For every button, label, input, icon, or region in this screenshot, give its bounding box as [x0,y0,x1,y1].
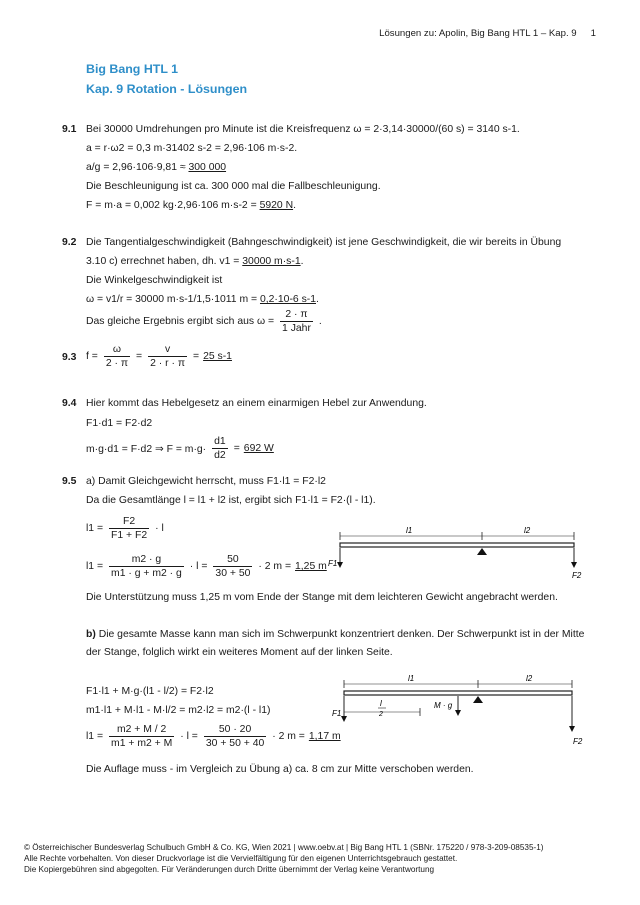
task-9-1-line-4: Die Beschleunigung ist ca. 300 000 mal die Fallbeschleunigung. [86,181,381,192]
diagram-a-F1: F1 [328,559,338,568]
page-header [379,28,596,39]
task-9-2-line-2: 3.10 c) errechnet haben, dh. v1 = 30000 m·s-1. [86,256,304,267]
task-9-1-line-1: Bei 30000 Umdrehungen pro Minute ist die Kreisfrequenz ω = 2·3,14·30000/(60 s) = 3140 s-1. [86,124,520,135]
task-9-5a-conclusion: Die Unterstützung muss 1,25 m vom Ende der Stange mit dem leichteren Gewicht angebracht werden. [86,592,558,603]
task-9-2-line-5: Das gleiche Ergebnis ergibt sich aus ω = $\frac{2 \cdot \pi}{\text{1 Jahr}}$ . [86,309,322,334]
task-9-5b-text: b) Die gesamte Masse kann man sich im Schwerpunkt konzentriert denken. Der Schwerpunkt ist in der Mitte der Stange, folglich wirkt ein weiteres Moment auf der linken Seite. [86,629,585,658]
task-9-3-result: 25 s-1 [203,351,232,362]
task-9-5a-line-2: Da die Gesamtlänge l = l1 + l2 ist, ergibt sich F1·l1 = F2·(l - l1). [86,495,376,506]
diagram-b-l1: l1 [408,674,415,683]
footer-line-3: Die Kopiergebühren sind abgegolten. Für Veränderungen durch Dritte übernimmt der Verlag keine Verantwortung [24,865,435,874]
task-9-1-result-ratio: 300 000 [188,162,227,173]
task-9-2-result-velocity: 30000 m·s-1 [242,256,301,267]
task-9-5b-eq-3: l1 = $\frac{m2 + M / 2}{m1 + m2 + M}$ · l = $\frac{50 \cdot 20}{30 + 50 + 40}$ · 2 m = 1,17 m [86,724,341,749]
diagram-a-pivot [477,548,487,555]
task-9-5a-eq-1: l1 = $\frac{F2}{F1 + F2}$ · l [86,516,164,541]
diagram-b-Mg: M · g [434,701,453,710]
header-text: Lösungen zu: Apolin, Big Bang HTL 1 – Kap. 9 [379,28,577,39]
book-title: Big Bang HTL 1 [86,62,179,76]
diagram-b-pivot [473,696,483,703]
task-9-5a-eq-2: l1 = $\frac{m2 \cdot g}{m1 \cdot g + m2 \cdot g}$ · l = $\frac{50}{30 + 50}$ · 2 m = 1,25 m [86,554,327,579]
task-9-5b-result: 1,17 m [308,731,341,742]
page-number: 1 [590,28,596,39]
task-9-2-line-4: ω = v1/r = 30000 m·s-1/1,5·1011 m = 0,2·10-6 s-1. [86,294,319,305]
lever-diagram-b [330,672,590,752]
diagram-a-F2: F2 [572,571,582,580]
task-9-2-line-3: Die Winkelgeschwindigkeit ist [86,275,223,286]
task-9-4-number: 9.4 [62,398,77,409]
task-9-1-number: 9.1 [62,124,77,135]
task-9-3-equation: f = $\frac{\omega}{2 \cdot \pi}$ = $\frac{v}{2 \cdot r \cdot \pi}$ = 25 s-1 [86,344,232,369]
diagram-b-F2: F2 [573,737,583,746]
chapter-title: Kap. 9 Rotation - Lösungen [86,82,248,96]
diagram-b-half: l [380,699,382,708]
lever-diagram-a [326,522,586,584]
task-9-4-line-1: Hier kommt das Hebelgesetz an einem einarmigen Hebel zur Anwendung. [86,398,427,409]
task-9-5a-line-1: a) Damit Gleichgewicht herrscht, muss F1·l1 = F2·l2 [86,476,326,487]
task-9-2-fraction: $\frac{2 \cdot \pi}{\text{1 Jahr}}$ [282,309,311,334]
task-9-1-result-force: 5920 N [259,200,294,211]
diagram-b-F1: F1 [332,709,342,718]
task-9-1-line-5: F = m·a = 0,002 kg·2,96·106 m·s-2 = 5920 N. [86,200,296,211]
task-9-5b-eq-1: F1·l1 + M·g·(l1 - l/2) = F2·l2 [86,686,214,697]
diagram-a-l1: l1 [406,526,413,535]
task-9-2-number: 9.2 [62,237,77,248]
task-9-3-number: 9.3 [62,352,77,363]
task-9-1-line-2: a = r·ω2 = 0,3 m·31402 s-2 = 2,96·106 m·s-2. [86,143,298,154]
task-9-2-line-1: Die Tangentialgeschwindigkeit (Bahngeschwindigkeit) ist jene Geschwindigkeit, die wir bereits in Übung [86,237,562,248]
task-9-5a-result: 1,25 m [295,561,327,572]
task-9-2-result-omega: 0,2·10-6 s-1 [259,294,317,305]
task-9-5b-conclusion: Die Auflage muss - im Vergleich zu Übung a) ca. 8 cm zur Mitte verschoben werden. [86,764,474,775]
task-9-4-line-2: F1·d1 = F2·d2 [86,418,153,429]
task-9-5-number: 9.5 [62,476,77,487]
diagram-b-l2: l2 [526,674,533,683]
task-9-5b-eq-2: m1·l1 + M·l1 - M·l/2 = m2·l2 = m2·(l - l1) [86,705,271,716]
footer-line-2: Alle Rechte vorbehalten. Von dieser Druckvorlage ist die Vervielfältigung für den eigenen Unterrichtsgebrauch gestattet. [24,854,458,863]
diagram-b-half-den: 2 [379,711,383,718]
task-9-1-line-3: a/g = 2,96·106·9,81 ≈ 300 000 [86,162,227,173]
task-9-4-result: 692 W [243,443,274,454]
task-9-4-line-3: m·g·d1 = F·d2 ⇒ F = m·g· $\frac{d1}{d2}$ = 692 W [86,436,274,461]
diagram-a-l2: l2 [524,526,531,535]
footer-line-1: © Österreichischer Bundesverlag Schulbuch GmbH & Co. KG, Wien 2021 | www.oebv.at | Big Bang HTL 1 (SBNr. 175220 / 978-3-209-08535-1) [24,843,544,852]
